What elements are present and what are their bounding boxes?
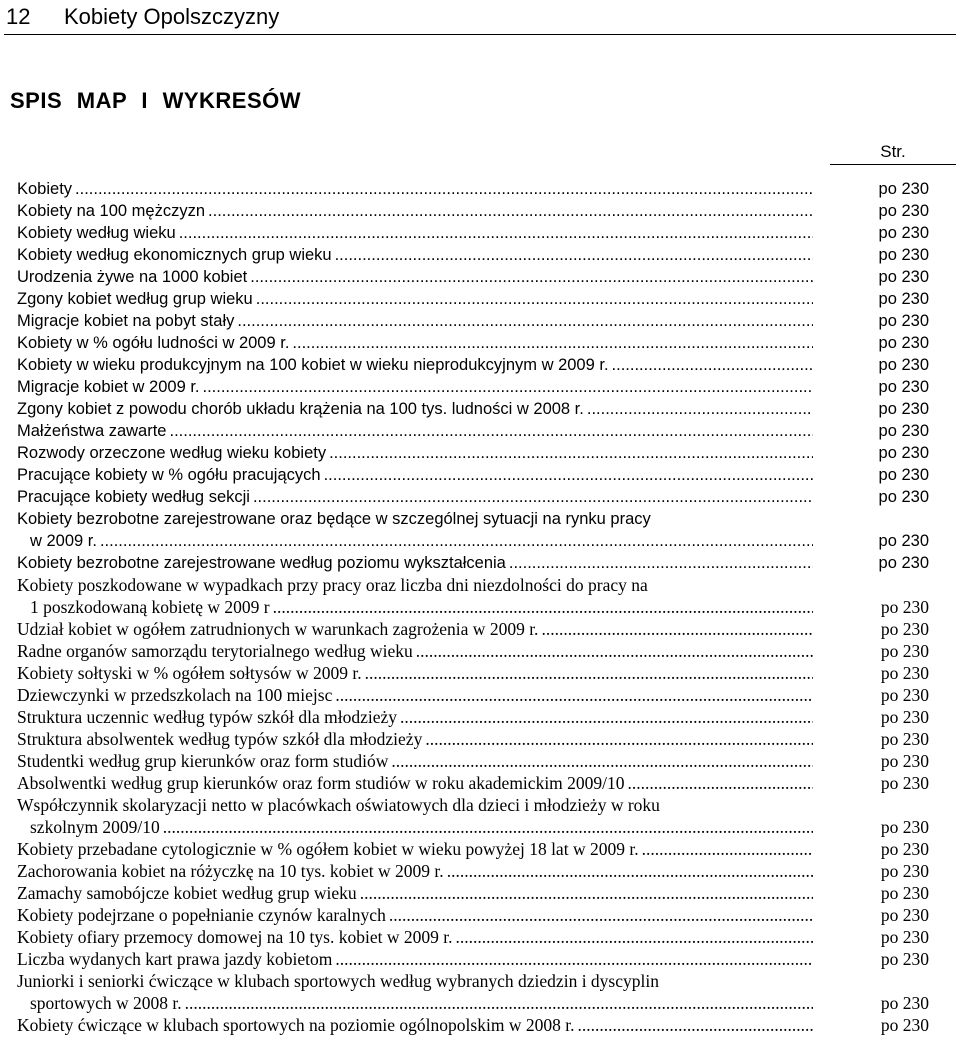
- toc-entry: [17, 508, 929, 552]
- toc-entry: [17, 618, 929, 640]
- toc-entry-page: po 230: [880, 817, 929, 837]
- toc-entry: [17, 904, 929, 926]
- toc-entry-text: Kobiety przebadane cytologicznie w % ogółem kobiet w wieku powyżej 18 lat w 2009 r.: [17, 839, 639, 859]
- toc-entry-text: Pracujące kobiety według sekcji: [17, 488, 250, 506]
- toc-entry-text: w 2009 r.: [30, 532, 97, 550]
- toc-entry: [17, 178, 929, 200]
- toc-entry-text: Małżeństwa zawarte: [17, 422, 167, 440]
- toc-entry: [17, 750, 929, 772]
- dot-leader: [253, 486, 813, 508]
- toc-entry-text: Migracje kobiet w 2009 r.: [17, 378, 200, 396]
- toc-entry: [17, 882, 929, 904]
- dot-leader: [509, 552, 813, 574]
- dot-leader: [75, 178, 813, 200]
- toc-entry-text: szkolnym 2009/10: [30, 817, 160, 837]
- toc-entry-page: po 230: [880, 861, 929, 881]
- dot-leader: [365, 662, 813, 684]
- toc-entry: [17, 728, 929, 750]
- toc-entry-page: po 230: [878, 422, 929, 440]
- toc-entry-text: Kobiety ćwiczące w klubach sportowych na poziomie ogólnopolskim w 2008 r.: [17, 1015, 575, 1035]
- dot-leader: [163, 816, 813, 838]
- toc-entry-page: po 230: [878, 268, 929, 286]
- toc-entry: [17, 200, 929, 222]
- toc-entry-page: po 230: [880, 949, 929, 969]
- toc-entry-text: Udział kobiet w ogółem zatrudnionych w warunkach zagrożenia w 2009 r.: [17, 619, 539, 639]
- toc-entry-page: po 230: [878, 488, 929, 506]
- toc-entry: [17, 266, 929, 288]
- toc-entry-text: Kobiety według wieku: [17, 224, 176, 242]
- section-title: SPIS MAP I WYKRESÓW: [10, 88, 302, 113]
- toc-entry-text: Kobiety ofiary przemocy domowej na 10 tys. kobiet w 2009 r.: [17, 927, 453, 947]
- toc-entry: [17, 464, 929, 486]
- toc-entry: [17, 838, 929, 860]
- toc-entry-text: Pracujące kobiety w % ogółu pracujących: [17, 466, 321, 484]
- toc-entry: [17, 332, 929, 354]
- toc-entry-text: Kobiety w % ogółu ludności w 2009 r.: [17, 334, 290, 352]
- toc-entry-page: po 230: [878, 444, 929, 462]
- toc-entry-page: po 230: [878, 312, 929, 330]
- toc-entry: [17, 376, 929, 398]
- toc-entry-page: po 230: [878, 290, 929, 308]
- dot-leader: [179, 222, 813, 244]
- toc-entry-page: po 230: [880, 773, 929, 793]
- toc-entry-text: Urodzenia żywe na 1000 kobiet: [17, 268, 248, 286]
- toc-entry-page: po 230: [880, 1015, 929, 1035]
- dot-leader: [587, 398, 813, 420]
- toc-entry-text: Kobiety bezrobotne zarejestrowane według poziomu wykształcenia: [17, 554, 506, 572]
- toc-entry: [17, 860, 929, 882]
- toc-entry-text: Kobiety sołtyski w % ogółem sołtysów w 2009 r.: [17, 663, 362, 683]
- toc-entry-text: Struktura absolwentek według typów szkół dla młodzieży: [17, 729, 423, 749]
- toc-entry-page: po 230: [878, 378, 929, 396]
- page-number: 12: [6, 4, 31, 29]
- dot-leader: [455, 926, 813, 948]
- toc-entry-page: po 230: [880, 905, 929, 925]
- toc-entry-text: Współczynnik skolaryzacji netto w placówkach oświatowych dla dzieci i młodzieży w roku: [17, 795, 660, 815]
- dot-leader: [185, 992, 813, 1014]
- dot-leader: [335, 684, 813, 706]
- toc-entry-text: Liczba wydanych kart prawa jazdy kobietom: [17, 949, 333, 969]
- toc-entry: [17, 640, 929, 662]
- page-header: [4, 0, 956, 35]
- dot-leader: [256, 288, 813, 310]
- toc-entry: [17, 1014, 929, 1036]
- toc-entry-page: po 230: [878, 180, 929, 198]
- toc-entry-page: po 230: [880, 729, 929, 749]
- toc-entry-page: po 230: [880, 707, 929, 727]
- toc-entry-text: Kobiety bezrobotne zarejestrowane oraz będące w szczególnej sytuacji na rynku pracy: [17, 510, 651, 528]
- dot-leader: [237, 310, 813, 332]
- dot-leader: [577, 1014, 813, 1036]
- toc-entry-page: po 230: [880, 685, 929, 705]
- dot-leader: [389, 904, 813, 926]
- toc-entry-page: po 230: [880, 993, 929, 1013]
- dot-leader: [400, 706, 813, 728]
- toc-entry-text: Zgony kobiet z powodu chorób układu krążenia na 100 tys. ludności w 2008 r.: [17, 400, 584, 418]
- dot-leader: [425, 728, 813, 750]
- toc-entry: [17, 794, 929, 838]
- dot-leader: [169, 420, 813, 442]
- toc-entry-page: po 230: [880, 883, 929, 903]
- toc-entry-page: po 230: [878, 246, 929, 264]
- toc-entry-text: Kobiety na 100 mężczyzn: [17, 202, 206, 220]
- toc-entry: [17, 442, 929, 464]
- toc-entry-text: Absolwentki według grup kierunków oraz form studiów w roku akademickim 2009/10: [17, 773, 625, 793]
- toc-entry-text: Dziewczynki w przedszkolach na 100 miejsc: [17, 685, 333, 705]
- toc-entry: [17, 662, 929, 684]
- dot-leader: [208, 200, 813, 222]
- toc-entry-text: Kobiety w wieku produkcyjnym na 100 kobiet w wieku nieprodukcyjnym w 2009 r.: [17, 356, 609, 374]
- dot-leader: [628, 772, 813, 794]
- toc-entry: [17, 354, 929, 376]
- toc-entry-page: po 230: [878, 554, 929, 572]
- toc-entry: [17, 772, 929, 794]
- toc-entry-page: po 230: [880, 751, 929, 771]
- toc-entry-text: Struktura uczennic według typów szkół dla młodzieży: [17, 707, 398, 727]
- toc-entry: [17, 970, 929, 1014]
- dot-leader: [329, 442, 813, 464]
- toc-entry-text: Kobiety podejrzane o popełnianie czynów karalnych: [17, 905, 386, 925]
- dot-leader: [100, 530, 813, 552]
- toc-entry: [17, 288, 929, 310]
- toc-entry-text: Rozwody orzeczone według wieku kobiety: [17, 444, 327, 462]
- toc-entry-text: Radne organów samorządu terytorialnego według wieku: [17, 641, 413, 661]
- toc-entry: [17, 486, 929, 508]
- toc-entry: [17, 552, 929, 574]
- toc-entry: [17, 420, 929, 442]
- dot-leader: [335, 948, 813, 970]
- toc-entry-text: Kobiety: [17, 180, 73, 198]
- toc-entry: [17, 244, 929, 266]
- toc-entry-page: po 230: [878, 466, 929, 484]
- page-column-label: Str.: [830, 142, 956, 165]
- dot-leader: [203, 376, 813, 398]
- dot-leader: [250, 266, 813, 288]
- dot-leader: [292, 332, 813, 354]
- toc-entry: [17, 706, 929, 728]
- table-of-contents: [17, 178, 929, 1036]
- dot-leader: [416, 640, 813, 662]
- toc-entry-text: Zamachy samobójcze kobiet według grup wieku: [17, 883, 357, 903]
- toc-entry-text: Kobiety poszkodowane w wypadkach przy pracy oraz liczba dni niezdolności do pracy na: [17, 575, 648, 595]
- toc-entry-text: Kobiety według ekonomicznych grup wieku: [17, 246, 332, 264]
- dot-leader: [335, 244, 813, 266]
- toc-entry-page: po 230: [880, 597, 929, 617]
- toc-entry-text: Zgony kobiet według grup wieku: [17, 290, 253, 308]
- toc-entry-text: Zachorowania kobiet na różyczkę na 10 tys. kobiet w 2009 r.: [17, 861, 444, 881]
- dot-leader: [612, 354, 813, 376]
- toc-entry: [17, 310, 929, 332]
- dot-leader: [273, 596, 813, 618]
- toc-entry: [17, 398, 929, 420]
- toc-entry: [17, 222, 929, 244]
- toc-entry: [17, 574, 929, 618]
- toc-entry: [17, 926, 929, 948]
- dot-leader: [391, 750, 813, 772]
- toc-entry: [17, 684, 929, 706]
- toc-entry-page: po 230: [878, 224, 929, 242]
- toc-entry-page: po 230: [880, 619, 929, 639]
- toc-entry-page: po 230: [880, 839, 929, 859]
- toc-entry-text: Juniorki i seniorki ćwiczące w klubach sportowych według wybranych dziedzin i dyscyplin: [17, 971, 659, 991]
- toc-entry-text: Studentki według grup kierunków oraz form studiów: [17, 751, 389, 771]
- toc-entry-page: po 230: [878, 334, 929, 352]
- dot-leader: [541, 618, 813, 640]
- toc-entry-page: po 230: [880, 641, 929, 661]
- dot-leader: [447, 860, 813, 882]
- toc-entry-page: po 230: [878, 532, 929, 550]
- toc-entry-page: po 230: [878, 400, 929, 418]
- toc-entry-page: po 230: [880, 663, 929, 683]
- dot-leader: [642, 838, 813, 860]
- toc-entry-page: po 230: [878, 202, 929, 220]
- running-title: Kobiety Opolszczyzny: [64, 4, 280, 29]
- dot-leader: [324, 464, 813, 486]
- toc-entry-text: sportowych w 2008 r.: [30, 993, 182, 1013]
- toc-entry-page: po 230: [880, 927, 929, 947]
- toc-entry-text: Migracje kobiet na pobyt stały: [17, 312, 235, 330]
- toc-entry-page: po 230: [878, 356, 929, 374]
- toc-entry-text: 1 poszkodowaną kobietę w 2009 r: [30, 597, 270, 617]
- dot-leader: [360, 882, 813, 904]
- toc-entry: [17, 948, 929, 970]
